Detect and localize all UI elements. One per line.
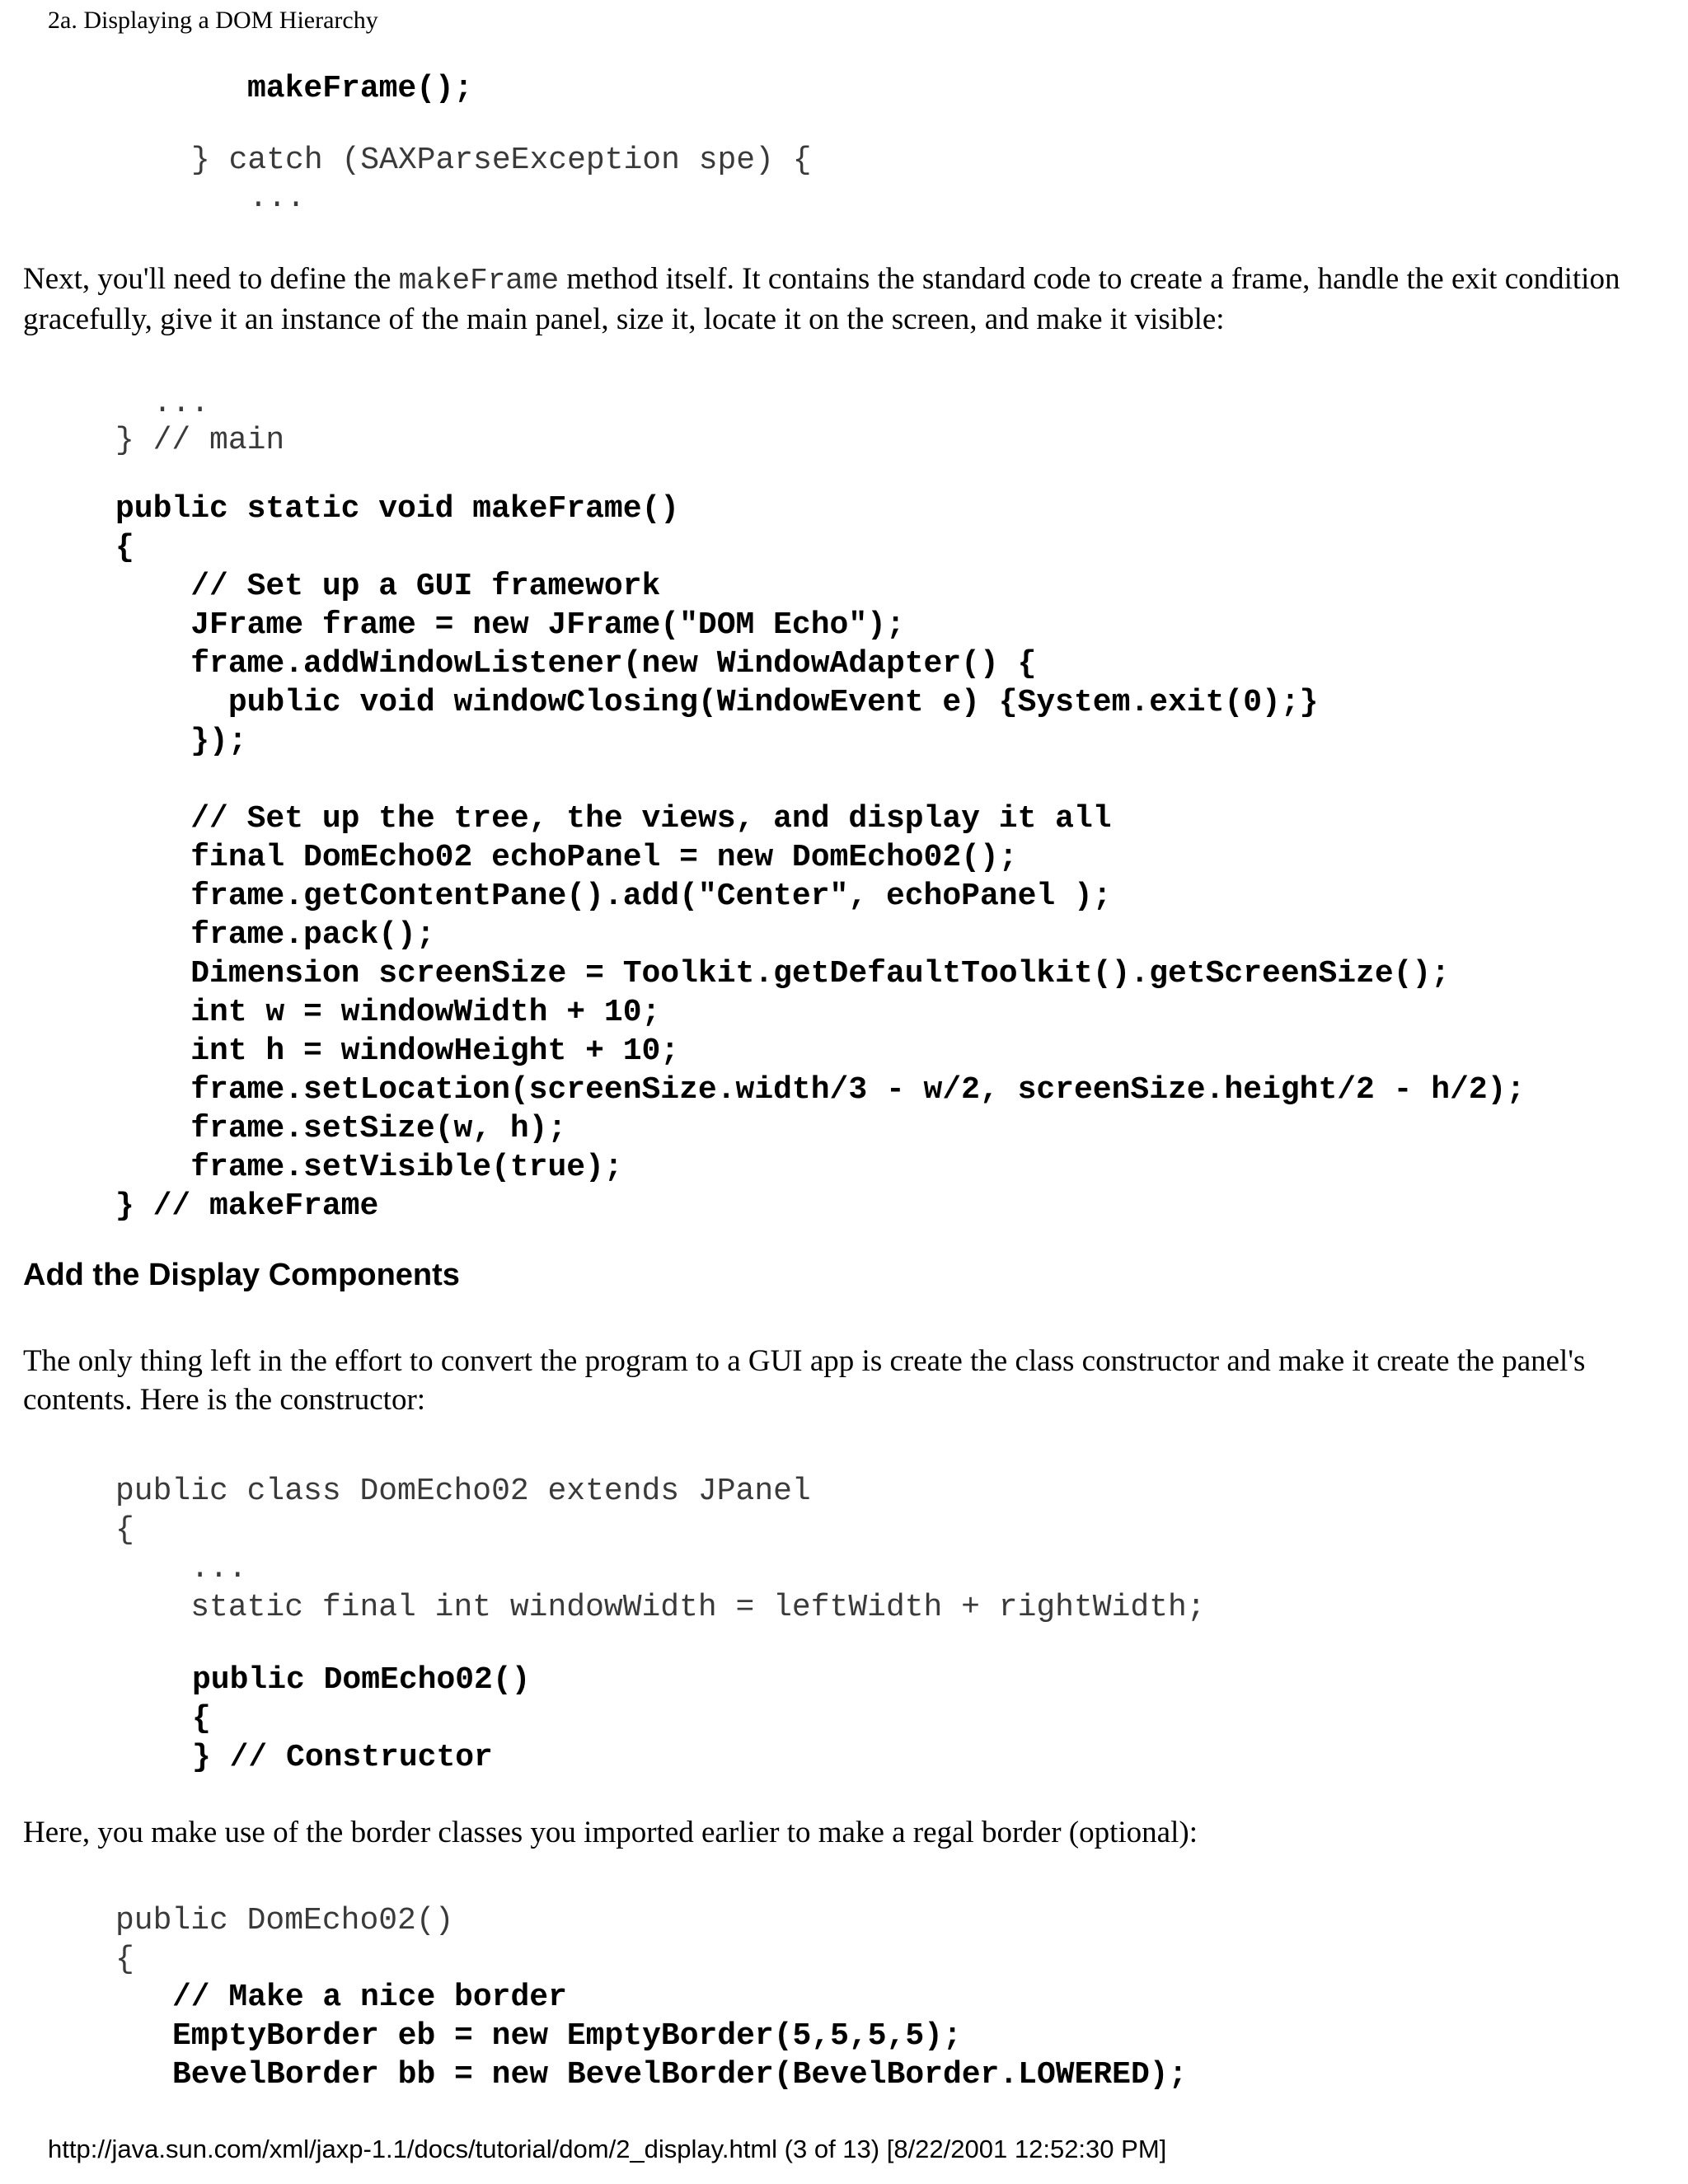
paragraph-text-before: Next, you'll need to define the	[23, 262, 399, 296]
code-block-class-declaration: public class DomEcho02 extends JPanel { ... static final int windowWidth = leftWidth + rightWidth;	[115, 1474, 1206, 1625]
page-footer-url: http://java.sun.com/xml/jaxp-1.1/docs/tutorial/dom/2_display.html (3 of 13) [8/22/2001 12:52:30 PM]	[48, 2135, 1167, 2163]
code-line-main-ellipsis: ...	[115, 386, 210, 421]
inline-code-makeframe: makeFrame	[398, 264, 560, 298]
code-line-ellipsis: ...	[249, 180, 306, 216]
page-header-title: 2a. Displaying a DOM Hierarchy	[48, 7, 378, 34]
paragraph-text-after: method itself. It contains the standard code to create a frame, handle the exit condition gracefully, give it an instance of the main panel, size it, locate it on the screen, and make it visible:	[23, 262, 1620, 336]
code-block-constructor: public DomEcho02() { } // Constructor	[192, 1662, 531, 1775]
code-block-border-setup: // Make a nice border EmptyBorder eb = new EmptyBorder(5,5,5,5); BevelBorder bb = new BevelBorder(BevelBorder.LOWERED);	[172, 1980, 1188, 2093]
code-line-end-main: } // main	[115, 423, 285, 458]
section-heading: Add the Display Components	[23, 1258, 460, 1292]
code-block-constructor-signature: public DomEcho02() {	[115, 1903, 454, 1977]
code-line-makeframe-call: makeFrame();	[247, 71, 473, 106]
paragraph-makeframe-intro	[23, 260, 1663, 339]
paragraph-constructor-intro: The only thing left in the effort to convert the program to a GUI app is create the class constructor and make it create the panel's contents. Here is the constructor:	[23, 1344, 1586, 1417]
code-block-makeframe-method: public static void makeFrame() { // Set up a GUI framework JFrame frame = new JFrame("DOM Echo"); frame.addWindowListener(new WindowAdapter() { public void windowClosing(WindowEvent e) {System.exit(0);} }); // Set up the tree, the views, and display it all final DomEcho02 echoPanel = new DomEcho02(); frame.getContentPane().add("Center", echoPanel ); frame.pack(); Dimension screenSize = Toolkit.getDefaultToolkit().getScreenSize(); int w = windowWidth + 10; int h = windowHeight + 10; frame.setLocation(screenSize.width/3 - w/2, screenSize.height/2 - h/2); frame.setSize(w, h); frame.setVisible(true); } // makeFrame	[115, 491, 1526, 1224]
paragraph-border-intro: Here, you make use of the border classes you imported earlier to make a regal border (optional):	[23, 1816, 1198, 1849]
code-line-catch: } catch (SAXParseException spe) {	[191, 143, 812, 178]
